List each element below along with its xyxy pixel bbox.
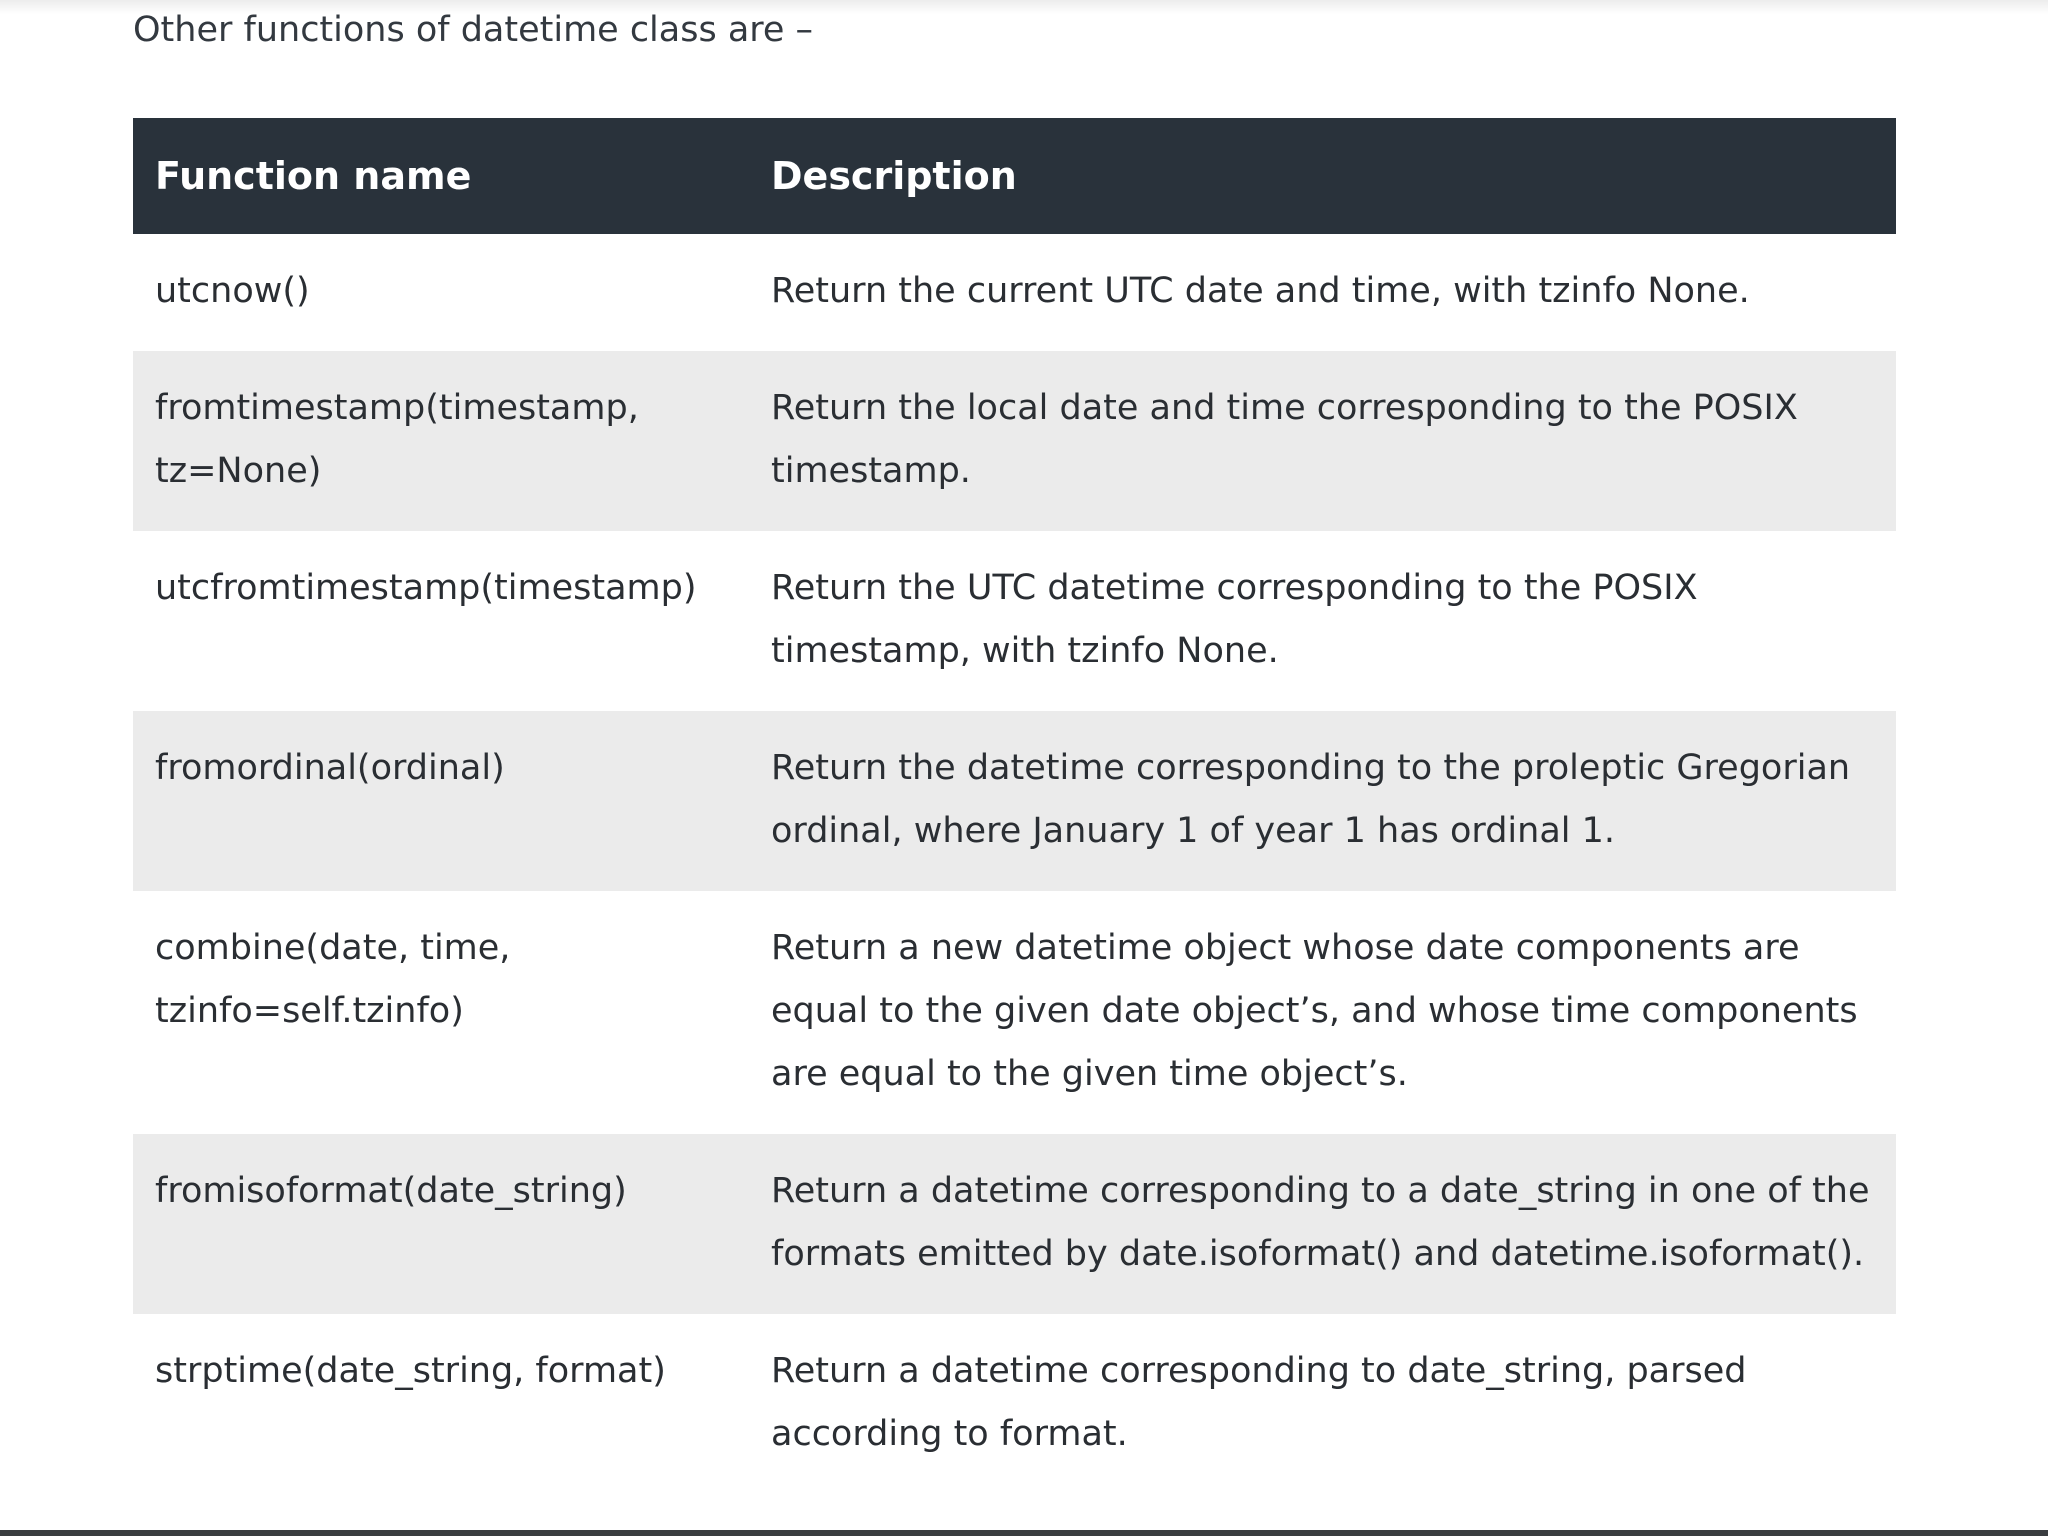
function-name-cell: utcfromtimestamp(timestamp)	[155, 568, 697, 608]
table-row	[133, 711, 1896, 891]
function-name-cell: fromisoformat(date_string)	[155, 1171, 627, 1211]
table-row	[133, 1134, 1896, 1314]
table-row	[133, 891, 1896, 1134]
description-cell: Return a datetime corresponding to a date_string in one of the formats emitted by date.isoformat() and datetime.isoformat().	[771, 1171, 1870, 1274]
description-cell: Return a datetime corresponding to date_string, parsed according to format.	[771, 1351, 1747, 1454]
function-name-cell: combine(date, time, tzinfo=self.tzinfo)	[155, 928, 511, 1031]
function-name-cell: fromtimestamp(timestamp, tz=None)	[155, 388, 639, 491]
description-cell: Return the local date and time corresponding to the POSIX timestamp.	[771, 388, 1798, 491]
intro-text: Other functions of datetime class are –	[133, 10, 814, 50]
header-function-name: Function name	[155, 154, 472, 198]
description-cell: Return a new datetime object whose date components are equal to the given date object’s, and whose time components are equal to the given time object’s.	[771, 928, 1858, 1094]
description-cell: Return the UTC datetime corresponding to the POSIX timestamp, with tzinfo None.	[771, 568, 1698, 671]
description-cell: Return the datetime corresponding to the proleptic Gregorian ordinal, where January 1 of year 1 has ordinal 1.	[771, 748, 1851, 851]
table-row	[133, 234, 1896, 351]
table-row	[133, 531, 1896, 711]
bottom-edge-bar	[0, 1530, 2048, 1536]
function-name-cell: utcnow()	[155, 271, 310, 311]
function-name-cell: fromordinal(ordinal)	[155, 748, 505, 788]
datetime-functions-table	[133, 118, 1896, 1494]
function-name-cell: strptime(date_string, format)	[155, 1351, 666, 1391]
table-header-row	[133, 118, 1896, 234]
header-description: Description	[771, 154, 1017, 198]
table-row	[133, 1314, 1896, 1494]
description-cell: Return the current UTC date and time, with tzinfo None.	[771, 271, 1750, 311]
table-row	[133, 351, 1896, 531]
